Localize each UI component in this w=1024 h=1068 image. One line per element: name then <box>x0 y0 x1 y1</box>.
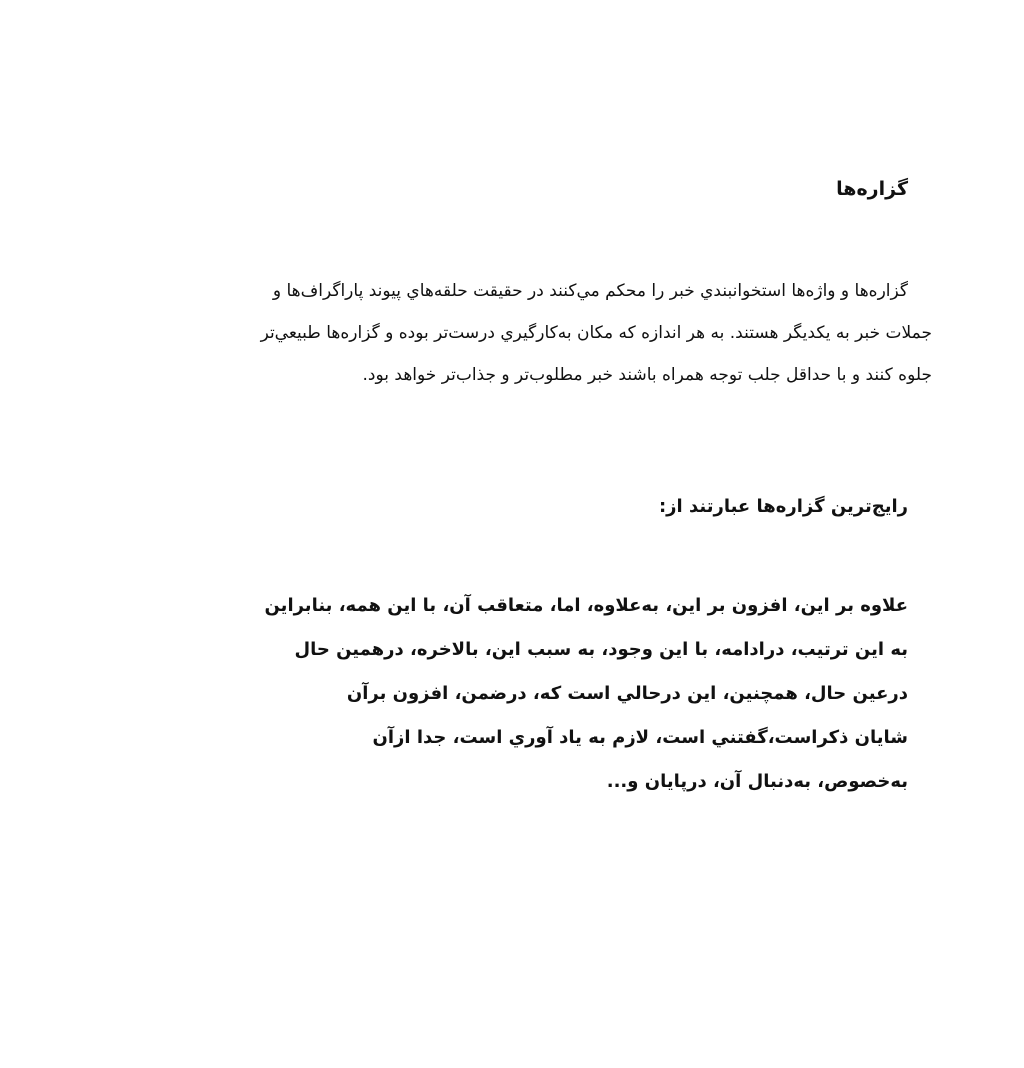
intro-line: جلوه كنند و با حداقل جلب توجه همراه باشند خبر مطلوب‌تر و جذاب‌تر خواهد بود. <box>362 365 932 385</box>
intro-line: جملات خبر به يكديگر هستند. به هر اندازه كه مكان به‌كارگيري درست‌تر بوده و گزاره‌ها طبيعي‌تر <box>260 323 932 343</box>
connector-line: درعين حال، همچنين، اين درحالي است كه، درضمن، افزون برآن <box>346 683 908 704</box>
connector-line: شايان ذكراست،گفتني است، لازم به ياد آوري است، جدا ازآن <box>372 727 908 748</box>
connector-line: به‌خصوص، به‌دنبال آن، درپايان و... <box>606 771 908 792</box>
list-heading: رايج‌ترين گزاره‌ها عبارتند از: <box>658 496 908 517</box>
section-heading: گزاره‌ها <box>836 178 908 200</box>
intro-paragraph <box>92 270 932 396</box>
connector-line: علاوه بر اين، افزون بر اين، به‌علاوه، اما، متعاقب آن، با اين همه، بنابراين <box>264 595 908 616</box>
intro-line: گزاره‌ها و واژه‌ها استخوانبندي خبر را محكم مي‌كنند در حقيقت حلقه‌هاي پيوند پاراگراف‌ها و <box>272 281 908 301</box>
connector-line: به اين ترتيب، درادامه، با اين وجود، به سبب اين، بالاخره، درهمين حال <box>294 639 908 660</box>
connector-list <box>208 584 908 804</box>
